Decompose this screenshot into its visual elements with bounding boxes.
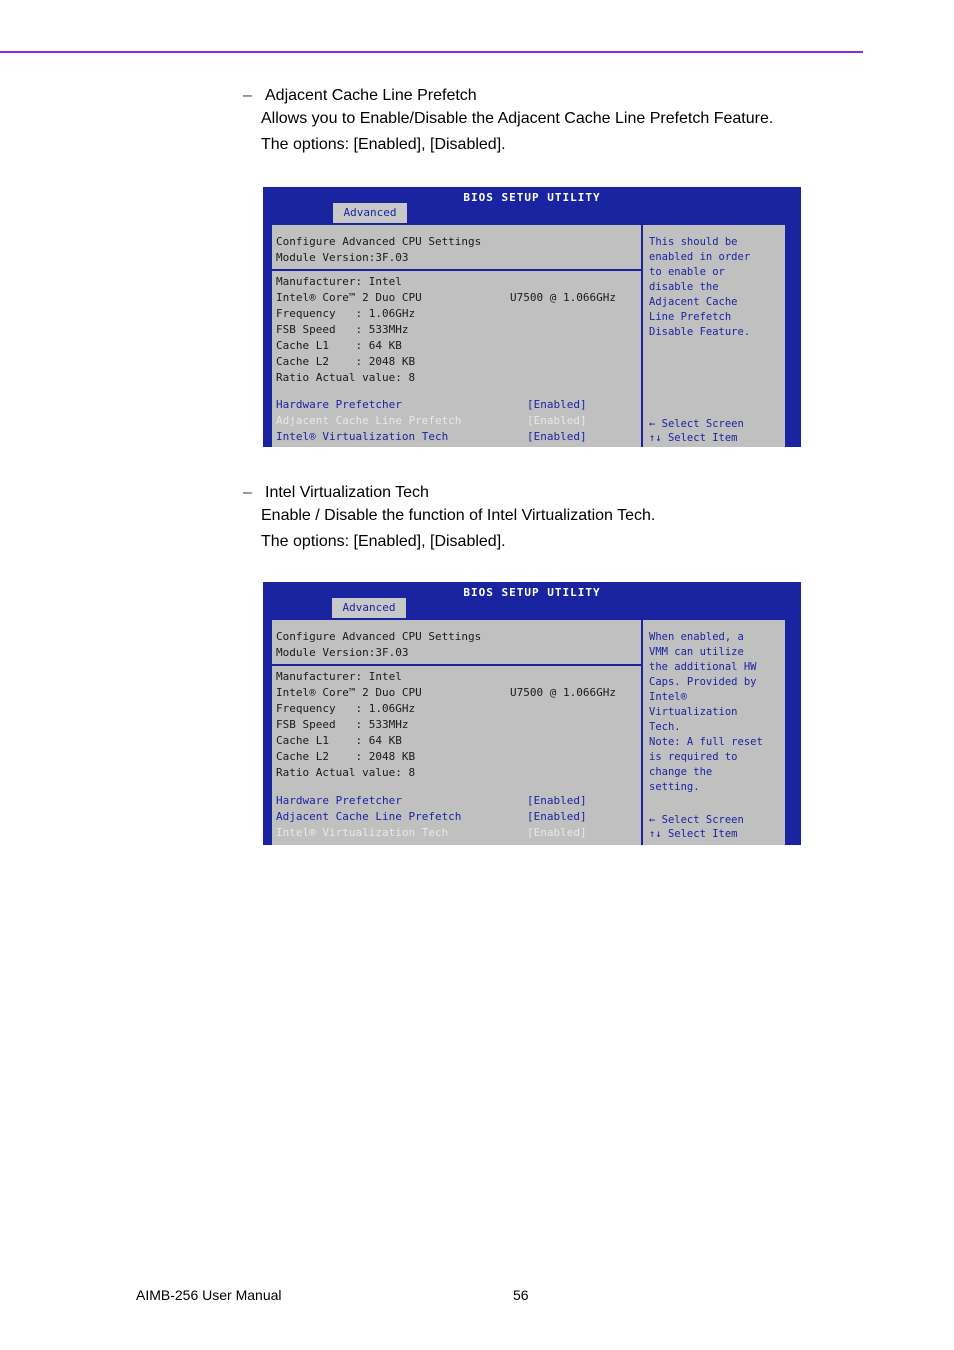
help-line: Tech. — [649, 721, 681, 733]
bios-help-pane — [645, 225, 787, 447]
option-value: [Enabled] — [527, 826, 587, 839]
bios-settings-pane — [272, 620, 643, 845]
manufacturer: Manufacturer: Intel — [276, 670, 402, 683]
module-version: Module Version:3F.03 — [276, 251, 409, 264]
option-value: [Enabled] — [527, 414, 587, 427]
frequency: Frequency : 1.06GHz — [276, 702, 416, 715]
help-line: Adjacent Cache — [649, 296, 738, 308]
option-value: [Enabled] — [527, 810, 587, 823]
section-title-text: Adjacent Cache Line Prefetch — [265, 87, 477, 104]
option-value: [Enabled] — [527, 430, 587, 443]
option-adjacent-cache-selected[interactable] — [276, 414, 636, 428]
option-label: Adjacent Cache Line Prefetch — [276, 810, 462, 823]
section-virtualization — [243, 483, 655, 555]
cpu-name: Intel® Core™ 2 Duo CPU — [276, 291, 422, 304]
cpu-model: U7500 @ 1.066GHz — [510, 686, 616, 699]
option-label: Intel® Virtualization Tech — [276, 430, 449, 443]
section-description: Allows you to Enable/Disable the Adjacent Cache Line Prefetch Feature. — [261, 110, 774, 127]
section-title — [243, 483, 655, 503]
fsb-speed: FSB Speed : 533MHz — [276, 718, 409, 731]
cpu-info — [276, 686, 636, 700]
section-body — [261, 106, 773, 158]
help-line: the additional HW — [649, 661, 757, 673]
help-line: This should be — [649, 236, 738, 248]
option-value: [Enabled] — [527, 794, 587, 807]
help-line: When enabled, a — [649, 631, 744, 643]
bios-settings-pane — [272, 225, 643, 447]
dash-bullet: – — [243, 484, 252, 501]
dash-bullet: – — [243, 87, 252, 104]
help-line: Caps. Provided by — [649, 676, 757, 688]
option-value: [Enabled] — [527, 398, 587, 411]
cpu-model: U7500 @ 1.066GHz — [510, 291, 616, 304]
nav-select-screen: ← Select Screen — [649, 814, 744, 826]
section-adjacent-cache — [243, 86, 773, 158]
divider — [272, 269, 641, 271]
footer-manual-title: AIMB-256 User Manual — [136, 1287, 282, 1303]
help-line: Note: A full reset — [649, 736, 763, 748]
bios-help-pane — [645, 620, 787, 845]
option-virtualization-selected[interactable] — [276, 826, 636, 840]
footer-page-number: 56 — [513, 1287, 529, 1303]
help-line: Disable Feature. — [649, 326, 751, 338]
tab-advanced[interactable]: Advanced — [332, 598, 406, 618]
help-line: Line Prefetch — [649, 311, 732, 323]
option-hardware-prefetcher[interactable] — [276, 398, 636, 412]
help-line: setting. — [649, 781, 700, 793]
frequency: Frequency : 1.06GHz — [276, 307, 416, 320]
option-hardware-prefetcher[interactable] — [276, 794, 636, 808]
nav-select-item: ↑↓ Select Item — [649, 432, 738, 444]
bios-screenshot-1 — [263, 187, 801, 447]
manufacturer: Manufacturer: Intel — [276, 275, 402, 288]
header-rule — [0, 51, 863, 53]
help-line: is required to — [649, 751, 738, 763]
bios-title: BIOS SETUP UTILITY — [463, 586, 601, 599]
module-version: Module Version:3F.03 — [276, 646, 409, 659]
cache-l1: Cache L1 : 64 KB — [276, 339, 402, 352]
help-line: to enable or — [649, 266, 725, 278]
section-options: The options: [Enabled], [Disabled]. — [261, 136, 506, 153]
help-line: Intel® — [649, 691, 687, 703]
cache-l2: Cache L2 : 2048 KB — [276, 750, 416, 763]
help-line: Virtualization — [649, 706, 738, 718]
option-virtualization[interactable] — [276, 430, 636, 444]
bios-screenshot-2 — [263, 582, 801, 845]
cpu-name: Intel® Core™ 2 Duo CPU — [276, 686, 422, 699]
divider — [272, 664, 641, 666]
bios-title: BIOS SETUP UTILITY — [463, 191, 601, 204]
fsb-speed: FSB Speed : 533MHz — [276, 323, 409, 336]
bios-panel — [270, 618, 787, 845]
help-line: VMM can utilize — [649, 646, 744, 658]
help-line: disable the — [649, 281, 719, 293]
ratio-actual: Ratio Actual value: 8 — [276, 371, 416, 384]
option-label: Intel® Virtualization Tech — [276, 826, 449, 839]
cache-l1: Cache L1 : 64 KB — [276, 734, 402, 747]
option-label: Adjacent Cache Line Prefetch — [276, 414, 462, 427]
option-label: Hardware Prefetcher — [276, 794, 402, 807]
ratio-actual: Ratio Actual value: 8 — [276, 766, 416, 779]
nav-select-screen: ← Select Screen — [649, 418, 744, 430]
tab-advanced[interactable]: Advanced — [333, 203, 407, 223]
section-title-text: Intel Virtualization Tech — [265, 484, 429, 501]
section-options: The options: [Enabled], [Disabled]. — [261, 533, 506, 550]
section-body — [261, 503, 655, 555]
option-label: Hardware Prefetcher — [276, 398, 402, 411]
help-line: enabled in order — [649, 251, 751, 263]
cache-l2: Cache L2 : 2048 KB — [276, 355, 416, 368]
section-description: Enable / Disable the function of Intel Virtualization Tech. — [261, 507, 656, 524]
bios-panel — [270, 223, 787, 447]
option-adjacent-cache[interactable] — [276, 810, 636, 824]
nav-select-item: ↑↓ Select Item — [649, 828, 738, 840]
cpu-settings-heading: Configure Advanced CPU Settings — [276, 235, 482, 248]
section-title — [243, 86, 773, 106]
cpu-settings-heading: Configure Advanced CPU Settings — [276, 630, 482, 643]
cpu-info — [276, 291, 636, 305]
help-line: change the — [649, 766, 713, 778]
